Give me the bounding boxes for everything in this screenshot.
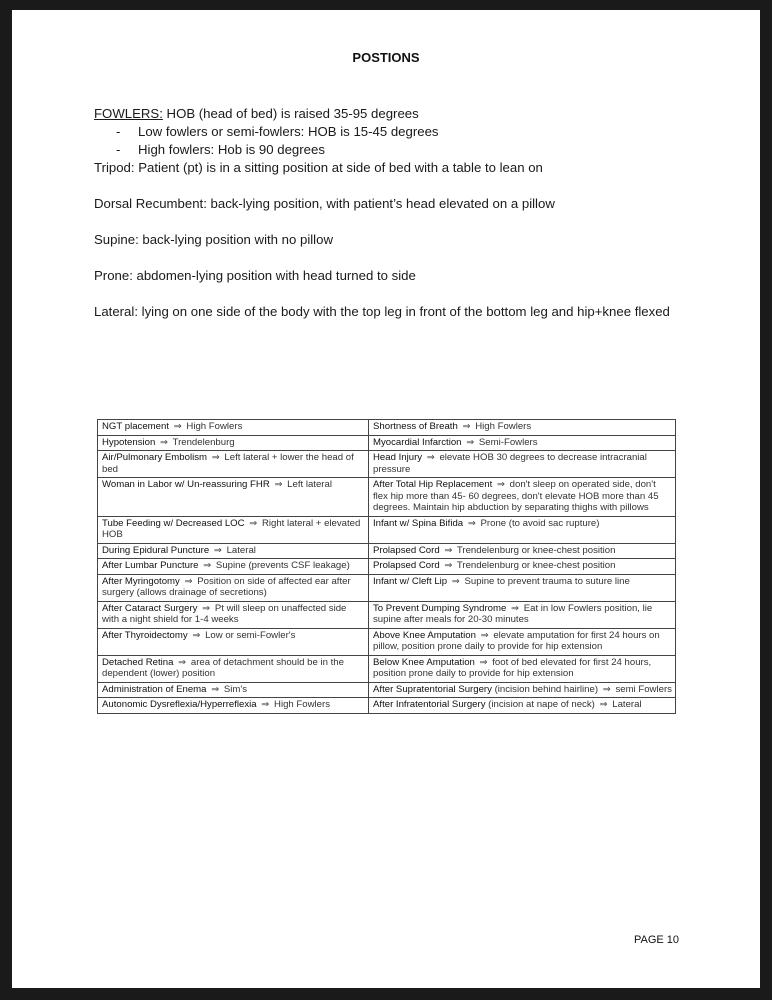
table-row xyxy=(98,478,676,517)
condition-label: After Total Hip Replacement xyxy=(373,479,493,490)
table-cell-left xyxy=(98,601,369,628)
right-arrow-icon: ⇒ xyxy=(510,602,520,614)
low-fowlers-text: Low fowlers or semi-fowlers: HOB is 15-45 degrees xyxy=(138,124,439,139)
fowlers-text: HOB (head of bed) is raised 35-95 degrees xyxy=(162,106,419,121)
page-title: POSTIONS xyxy=(352,50,420,65)
table-cell-right xyxy=(369,543,676,559)
condition-note: (incision behind hairline) xyxy=(491,683,601,695)
position-text: Sim's xyxy=(223,683,248,695)
table-cell-right xyxy=(369,628,676,655)
right-arrow-icon: ⇒ xyxy=(444,560,453,571)
position-text: High Fowlers xyxy=(186,421,243,432)
supine-line: Supine: back-lying position with no pillow xyxy=(94,232,333,247)
position-text: High Fowlers xyxy=(475,421,532,432)
right-arrow-icon: ⇒ xyxy=(203,560,212,571)
low-fowlers-item xyxy=(94,123,684,141)
condition-label: During Epidural Puncture xyxy=(102,544,210,556)
table-row xyxy=(98,543,676,559)
table-cell-left xyxy=(98,682,369,698)
condition-label: Autonomic Dysreflexia/Hyperreflexia xyxy=(102,699,257,710)
condition-label: To Prevent Dumping Syndrome xyxy=(373,602,507,614)
condition-label: After Lumbar Puncture xyxy=(102,560,199,571)
table-row xyxy=(98,435,676,451)
right-arrow-icon: ⇒ xyxy=(211,452,220,463)
right-arrow-icon: ⇒ xyxy=(599,699,608,710)
right-arrow-icon: ⇒ xyxy=(178,656,187,668)
table-row xyxy=(98,574,676,601)
table-cell-right xyxy=(369,559,676,575)
right-arrow-icon: ⇒ xyxy=(211,683,220,695)
right-arrow-icon: ⇒ xyxy=(602,683,611,695)
right-arrow-icon: ⇒ xyxy=(467,517,476,529)
position-text: semi Fowlers xyxy=(615,683,672,695)
position-text: Prone (to avoid sac rupture) xyxy=(480,517,600,529)
fowlers-label: FOWLERS: xyxy=(94,106,163,121)
table-cell-right xyxy=(369,601,676,628)
position-text: Left lateral + lower the head of bed xyxy=(102,452,354,475)
right-arrow-icon: ⇒ xyxy=(173,421,182,432)
lateral-line: Lateral: lying on one side of the body with the top leg in front of the bottom leg and hip+knee flexed xyxy=(94,304,670,319)
position-text: Lateral xyxy=(612,699,642,710)
condition-label: Myocardial Infarction xyxy=(373,436,462,448)
table-cell-left xyxy=(98,574,369,601)
position-text: High Fowlers xyxy=(274,699,330,710)
document-page xyxy=(12,10,760,988)
condition-label: Prolapsed Cord xyxy=(373,544,440,556)
table-cell-left xyxy=(98,420,369,436)
table-cell-left xyxy=(98,698,369,714)
table-cell-right xyxy=(369,516,676,543)
position-text: area of detachment should be in the dependent (lower) position xyxy=(102,656,344,679)
table-row xyxy=(98,601,676,628)
right-arrow-icon: ⇒ xyxy=(213,544,222,556)
right-arrow-icon: ⇒ xyxy=(466,436,475,448)
position-text: Trendelenburg or knee-chest position xyxy=(456,560,616,571)
table-cell-left xyxy=(98,451,369,478)
condition-label: Hypotension xyxy=(102,436,156,448)
bullet-dash: - xyxy=(116,124,121,139)
right-arrow-icon: ⇒ xyxy=(444,544,453,556)
condition-label: Detached Retina xyxy=(102,656,174,668)
position-text: Left lateral xyxy=(287,479,332,490)
condition-label: Air/Pulmonary Embolism xyxy=(102,452,208,463)
table-cell-right xyxy=(369,451,676,478)
table-cell-right xyxy=(369,420,676,436)
position-text: Semi-Fowlers xyxy=(478,436,538,448)
table-cell-left xyxy=(98,478,369,517)
right-arrow-icon: ⇒ xyxy=(462,421,471,432)
condition-label: Above Knee Amputation xyxy=(373,629,476,641)
table-row xyxy=(98,698,676,714)
condition-label: After Infratentorial Surgery xyxy=(373,699,486,710)
positions-table-wrapper xyxy=(97,419,675,714)
table-cell-left xyxy=(98,435,369,451)
high-fowlers-item xyxy=(94,141,684,159)
right-arrow-icon: ⇒ xyxy=(184,575,193,587)
right-arrow-icon: ⇒ xyxy=(274,479,283,490)
right-arrow-icon: ⇒ xyxy=(249,517,258,529)
condition-label: NGT placement xyxy=(102,421,170,432)
positions-table xyxy=(97,419,676,714)
position-text: Trendelenburg or knee-chest position xyxy=(456,544,616,556)
position-text: elevate HOB 30 degrees to decrease intracranial pressure xyxy=(373,452,647,475)
condition-label: Administration of Enema xyxy=(102,683,207,695)
positions-notes xyxy=(94,105,684,321)
right-arrow-icon: ⇒ xyxy=(480,629,489,641)
table-cell-right xyxy=(369,698,676,714)
table-cell-right xyxy=(369,655,676,682)
table-row xyxy=(98,655,676,682)
condition-label: Woman in Labor w/ Un-reassuring FHR xyxy=(102,479,270,490)
condition-label: Below Knee Amputation xyxy=(373,656,475,668)
table-cell-left xyxy=(98,628,369,655)
right-arrow-icon: ⇒ xyxy=(496,479,505,490)
condition-label: Shortness of Breath xyxy=(373,421,458,432)
tripod-line: Tripod: Patient (pt) is in a sitting position at side of bed with a table to lean on xyxy=(94,160,543,175)
right-arrow-icon: ⇒ xyxy=(451,575,460,587)
table-row xyxy=(98,420,676,436)
right-arrow-icon: ⇒ xyxy=(426,452,435,463)
condition-label: Infant w/ Spina Bifida xyxy=(373,517,464,529)
table-cell-right xyxy=(369,478,676,517)
right-arrow-icon: ⇒ xyxy=(479,656,488,668)
condition-label: Prolapsed Cord xyxy=(373,560,440,571)
table-row xyxy=(98,559,676,575)
right-arrow-icon: ⇒ xyxy=(192,629,201,641)
condition-label: Tube Feeding w/ Decreased LOC xyxy=(102,517,245,529)
position-text: elevate amputation for first 24 hours on pillow, position prone daily to provide for hip extension xyxy=(373,629,660,652)
bullet-dash: - xyxy=(116,142,121,157)
condition-note: (incision at nape of neck) xyxy=(485,699,598,710)
table-row xyxy=(98,516,676,543)
position-text: Right lateral + elevated HOB xyxy=(102,517,361,540)
position-text: Pt will sleep on unaffected side with a night shield for 1-4 weeks xyxy=(102,602,347,625)
position-text: Low or semi-Fowler's xyxy=(205,629,296,641)
position-text: Trendelenburg xyxy=(172,436,235,448)
condition-label: After Myringotomy xyxy=(102,575,180,587)
position-text: foot of bed elevated for first 24 hours, position prone daily to provide for hip extension xyxy=(373,656,652,679)
table-cell-right xyxy=(369,682,676,698)
condition-label: After Thyroidectomy xyxy=(102,629,188,641)
position-text: Eat in low Fowlers position, lie supine after meals for 20-30 minutes xyxy=(373,602,653,625)
condition-label: After Cataract Surgery xyxy=(102,602,198,614)
right-arrow-icon: ⇒ xyxy=(160,436,169,448)
prone-line: Prone: abdomen-lying position with head turned to side xyxy=(94,268,416,283)
table-row xyxy=(98,451,676,478)
table-cell-left xyxy=(98,655,369,682)
position-text: don't sleep on operated side, don't flex hip more than 45- 60 degrees, don't elevate HOB more than 45 degrees. Maintain hip abduction by separating thighs with pillows xyxy=(373,479,659,513)
high-fowlers-text: High fowlers: Hob is 90 degrees xyxy=(138,142,325,157)
table-cell-right xyxy=(369,435,676,451)
position-text: Supine to prevent trauma to suture line xyxy=(464,575,630,587)
right-arrow-icon: ⇒ xyxy=(261,699,270,710)
table-row xyxy=(98,628,676,655)
table-row xyxy=(98,682,676,698)
fowlers-line xyxy=(94,105,684,123)
page-number: PAGE 10 xyxy=(634,934,680,946)
table-cell-right xyxy=(369,574,676,601)
right-arrow-icon: ⇒ xyxy=(202,602,211,614)
dorsal-recumbent-line: Dorsal Recumbent: back-lying position, with patient’s head elevated on a pillow xyxy=(94,196,555,211)
position-text: Lateral xyxy=(226,544,256,556)
position-text: Position on side of affected ear after surgery (allows drainage of secretions) xyxy=(102,575,351,598)
condition-label: Infant w/ Cleft Lip xyxy=(373,575,448,587)
condition-label: Head Injury xyxy=(373,452,423,463)
table-cell-left xyxy=(98,516,369,543)
condition-label: After Supratentorial Surgery xyxy=(373,683,492,695)
position-text: Supine (prevents CSF leakage) xyxy=(215,560,350,571)
table-cell-left xyxy=(98,559,369,575)
table-cell-left xyxy=(98,543,369,559)
